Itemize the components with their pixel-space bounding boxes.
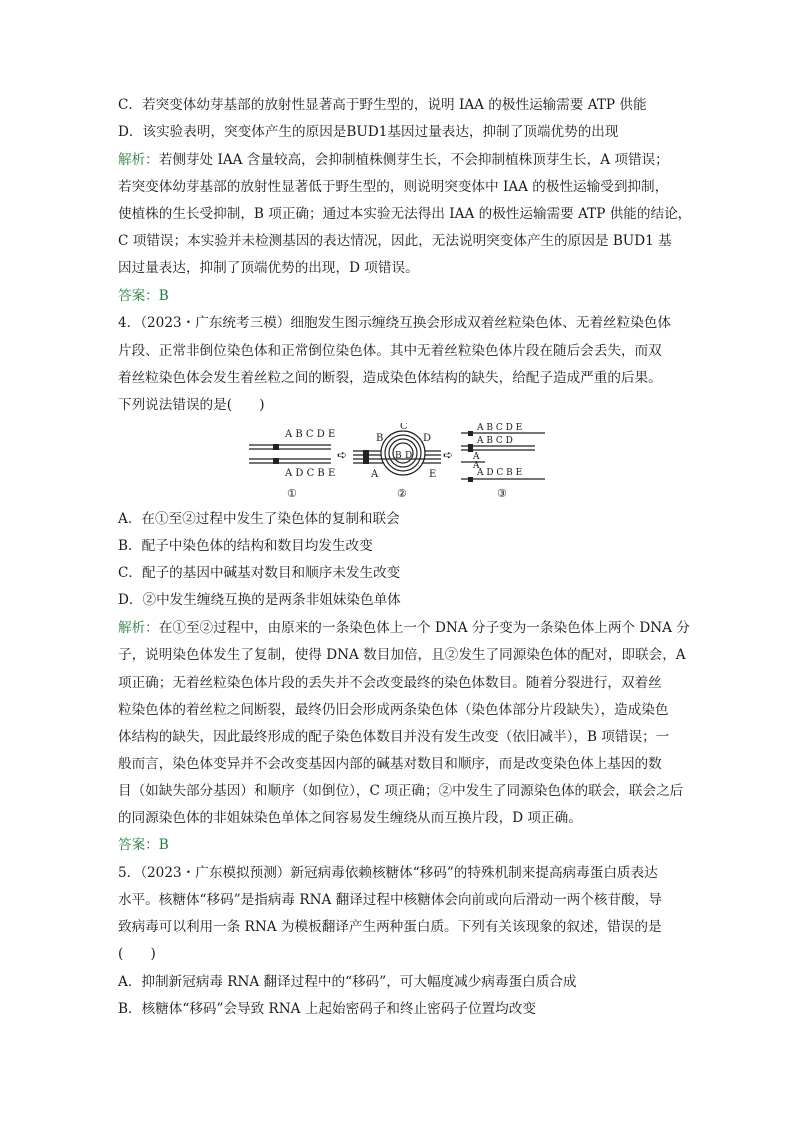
q4-analysis-line: 目（如缺失部分基因）和顺序（如倒位），C 项正确；②中发生了同源染色体的联会，联会之后 bbox=[118, 783, 684, 799]
q4-analysis-line: 子，说明染色体发生了复制，使得 DNA 数目加倍，且②发生了同源染色体的配对，即联会，A bbox=[118, 647, 686, 663]
centromere bbox=[273, 458, 279, 464]
q4-analysis-line: 项正确；无着丝粒染色体片段的丢失并不会改变最终的染色体数目。随着分裂进行，双着丝 bbox=[118, 675, 662, 691]
q4-option-d: D．②中发生缠绕互换的是两条非姐妹染色单体 bbox=[118, 592, 401, 608]
q4-stem-line: 4．（2023・广东统考三模）细胞发生图示缠绕互换会形成双着丝粒染色体、无着丝粒染色体 bbox=[118, 315, 672, 331]
panel-3-letters: A D C B E bbox=[477, 468, 523, 478]
q5-stem-line: 水平。核糖体“移码”是指病毒 RNA 翻译过程中核糖体会向前或向后滑动一两个核苷酸，导 bbox=[118, 892, 662, 908]
panel-3-letters: A B C D bbox=[477, 436, 513, 446]
q3-analysis-line: 因过量表达，抑制了顶端优势的出现，D 项错误。 bbox=[118, 260, 419, 276]
q4-option-a: A．在①至②过程中发生了染色体的复制和联会 bbox=[118, 511, 400, 527]
loop-letter: B bbox=[376, 433, 384, 444]
q5-option-a: A．抑制新冠病毒 RNA 翻译过程中的“移码”，可大幅度减少病毒蛋白质合成 bbox=[118, 974, 577, 990]
analysis-label: 解析： bbox=[118, 152, 159, 168]
q5-stem-line: 5．（2023・广东模拟预测）新冠病毒依赖核糖体“移码”的特殊机制来提高病毒蛋白质表达 bbox=[118, 865, 658, 881]
loop-letter: A bbox=[371, 469, 379, 480]
panel-3-letters: A bbox=[473, 452, 480, 462]
panel-3-letters: A B C D E bbox=[477, 423, 523, 433]
loop-letter: C bbox=[400, 423, 408, 432]
q5-option-b: B．核糖体“移码”会导致 RNA 上起始密码子和终止密码子位置均改变 bbox=[118, 1001, 536, 1017]
q3-analysis-line: C 项错误；本实验并未检测基因的表达情况，因此，无法说明突变体产生的原因是 BUD1 基 bbox=[118, 233, 672, 249]
loop-letter: E bbox=[429, 469, 437, 480]
centromere bbox=[468, 444, 473, 452]
q3-analysis-line: 使植株的生长受抑制，B 项正确；通过本实验无法得出 IAA 的极性运输需要 ATP 供能的结论， bbox=[118, 206, 692, 222]
q4-analysis-line: 解析：在①至②过程中，由原来的一条染色体上一个 DNA 分子变为一条染色体上两个 DNA 分 bbox=[118, 620, 690, 636]
crossover-figure bbox=[245, 423, 555, 503]
loop bbox=[381, 431, 425, 475]
centromere bbox=[363, 450, 369, 464]
q4-stem-line: 片段、正常非倒位染色体和正常倒位染色体。其中无着丝粒染色体片段在随后会丢失，而双 bbox=[118, 343, 662, 359]
panel-2-label: ② bbox=[397, 487, 407, 500]
centromere bbox=[468, 431, 473, 436]
panel-3-letters: A bbox=[473, 461, 480, 471]
q3-answer: 答案：B bbox=[118, 288, 169, 304]
panel-1-top-letters: A B C D E bbox=[285, 429, 336, 440]
q3-option-c: C．若突变体幼芽基部的放射性显著高于野生型的，说明 IAA 的极性运输需要 ATP 供能 bbox=[118, 97, 647, 113]
panel-1-label: ① bbox=[287, 487, 297, 500]
analysis-label: 解析： bbox=[118, 620, 159, 636]
q4-analysis-line: 粒染色体的着丝粒之间断裂，最终仍旧会形成两条染色体（染色体部分片段缺失），造成染色 bbox=[118, 702, 669, 718]
q3-analysis-line: 解析：若侧芽处 IAA 含量较高，会抑制植株侧芽生长，不会抑制植株顶芽生长，A 项错误； bbox=[118, 152, 669, 168]
loop-letter: D bbox=[405, 451, 413, 461]
q4-answer: 答案：B bbox=[118, 837, 169, 853]
loop-letter: B bbox=[395, 451, 402, 461]
centromere bbox=[273, 444, 279, 450]
panel-3-label: ③ bbox=[497, 487, 507, 500]
q3-analysis-line: 若突变体幼芽基部的放射性显著低于野生型的，则说明突变体中 IAA 的极性运输受到抑制， bbox=[118, 179, 669, 195]
q5-stem-line: ( ) bbox=[118, 946, 156, 962]
q4-analysis-line: 体结构的缺失，因此最终形成的配子染色体数目并没有发生改变（依旧减半），B 项错误；一 bbox=[118, 729, 670, 745]
panel-1-bottom-letters: A D C B E bbox=[285, 468, 336, 479]
arrow-icon: ➪ bbox=[337, 448, 348, 462]
panel-2 bbox=[353, 423, 441, 500]
centromere bbox=[468, 477, 473, 482]
loop-letter: D bbox=[423, 433, 432, 444]
q4-analysis-line: 的同源染色体的非姐妹染色单体之间容易发生缠绕从而互换片段，D 项正确。 bbox=[118, 810, 582, 826]
q4-analysis-line: 般而言，染色体变异并不会改变基因内部的碱基对数目和顺序，而是改变染色体上基因的数 bbox=[118, 756, 662, 772]
q4-option-c: C．配子的基因中碱基对数目和顺序未发生改变 bbox=[118, 565, 401, 581]
q4-option-b: B．配子中染色体的结构和数目均发生改变 bbox=[118, 538, 373, 554]
q3-option-d: D．该实验表明，突变体产生的原因是BUD1基因过量表达，抑制了顶端优势的出现 bbox=[118, 124, 619, 140]
panel-3 bbox=[461, 423, 545, 500]
q4-stem-line: 下列说法错误的是( ) bbox=[118, 397, 265, 413]
arrow-icon: ➪ bbox=[443, 448, 454, 462]
q4-stem-line: 着丝粒染色体会发生着丝粒之间的断裂，造成染色体结构的缺失，给配子造成严重的后果。 bbox=[118, 370, 662, 386]
panel-1 bbox=[249, 429, 335, 500]
q5-stem-line: 致病毒可以利用一条 RNA 为模板翻译产生两种蛋白质。下列有关该现象的叙述，错误的是 bbox=[118, 919, 662, 935]
